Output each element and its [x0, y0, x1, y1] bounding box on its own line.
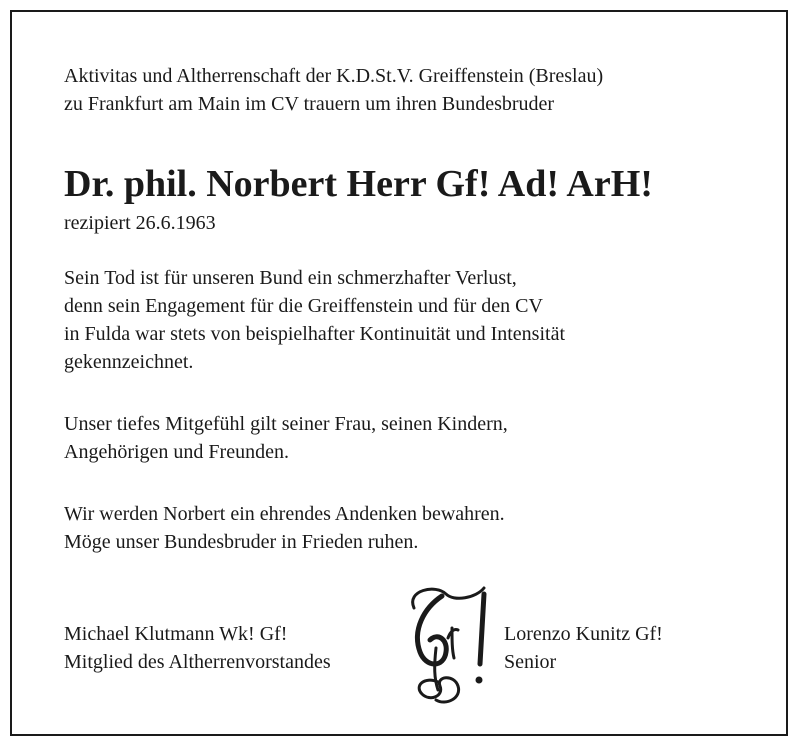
- intro-line: Aktivitas und Altherrenschaft der K.D.St.V. Greiffenstein (Breslau): [64, 65, 604, 87]
- paragraph-line: denn sein Engagement für die Greiffenstein und für den CV: [64, 295, 543, 317]
- intro-line: zu Frankfurt am Main im CV trauern um ihren Bundesbruder: [64, 93, 555, 115]
- paragraph-line: Unser tiefes Mitgefühl gilt seiner Frau, seinen Kindern,: [64, 413, 508, 435]
- signatory-name: Lorenzo Kunitz Gf!: [504, 623, 663, 645]
- deceased-name: Dr. phil. Norbert Herr Gf! Ad! ArH!: [64, 163, 653, 205]
- signatory-left: [64, 620, 331, 676]
- reception-date: rezipiert 26.6.1963: [64, 212, 216, 234]
- tribute-paragraph: [64, 264, 565, 376]
- fraternity-cipher-icon: [384, 578, 502, 710]
- signatory-name: Michael Klutmann Wk! Gf!: [64, 623, 288, 645]
- signatory-role: Mitglied des Altherrenvorstandes: [64, 651, 331, 673]
- paragraph-line: Angehörigen und Freunden.: [64, 441, 289, 463]
- paragraph-line: Möge unser Bundesbruder in Frieden ruhen.: [64, 531, 419, 553]
- signatory-right: [504, 620, 663, 676]
- paragraph-line: in Fulda war stets von beispielhafter Kontinuität und Intensität: [64, 323, 566, 345]
- condolence-paragraph: [64, 410, 508, 466]
- obituary-notice: [10, 10, 788, 736]
- paragraph-line: Sein Tod ist für unseren Bund ein schmerzhafter Verlust,: [64, 267, 517, 289]
- paragraph-line: gekennzeichnet.: [64, 351, 194, 373]
- intro-text: [64, 62, 603, 118]
- signatory-role: Senior: [504, 651, 557, 673]
- paragraph-line: Wir werden Norbert ein ehrendes Andenken bewahren.: [64, 503, 505, 525]
- farewell-paragraph: [64, 500, 505, 556]
